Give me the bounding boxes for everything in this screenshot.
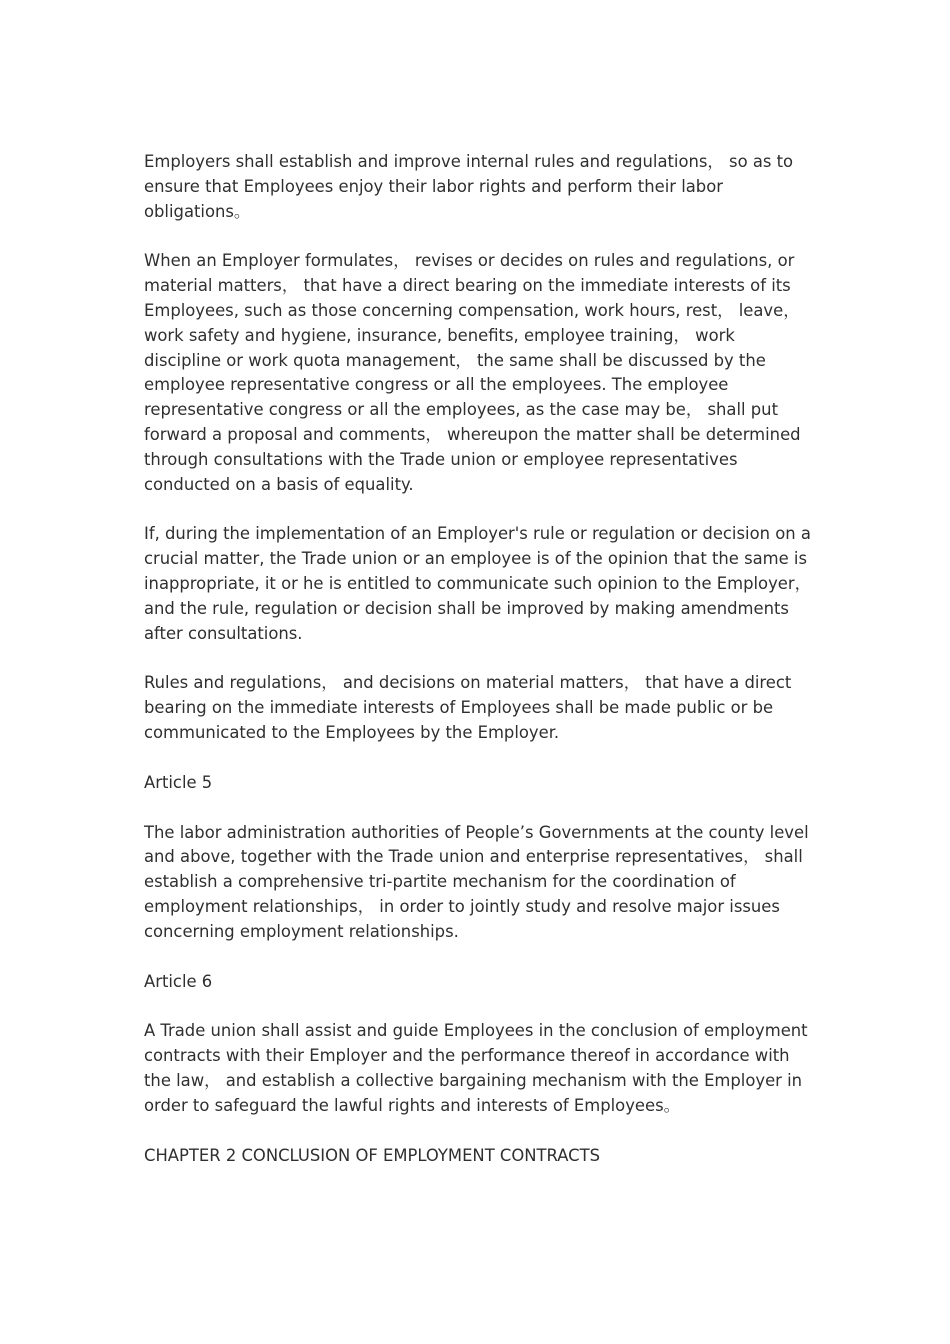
paragraph-rules-formulation: When an Employer formulates， revises or decides on rules and regulations, or material matters， that have a direct bearing on the immediate interests of its Employees, such as those concerning compensation, work hours, rest， leave， work safety and hygiene, insurance, benefits, employee training， work discipline or work quota management， the same shall be discussed by the employee representative congress or all the employees. The employee representative congress or all the employees, as the case may be， shall put forward a proposal and comments， whereupon the matter shall be determined through consultations with the Trade union or employee representatives conducted on a basis of equality. <box>144 251 801 494</box>
paragraph-tripartite-mechanism: The labor administration authorities of People’s Governments at the county level and above, together with the Trade union and enterprise representatives， shall establish a comprehensive tri-partite mechanism for the coordination of employment relationships， in order to jointly study and resolve major issues concerning employment relationships. <box>144 822 809 941</box>
paragraph-implementation-opinion: If, during the implementation of an Employer's rule or regulation or decision on a crucial matter, the Trade union or an employee is of the opinion that the same is inappropriate, it or he is entitled to communicate such opinion to the Employer， and the rule, regulation or decision shall be improved by making amendments after consultations. <box>144 524 811 643</box>
article-5-heading: Article 5 <box>144 772 213 792</box>
article-6-heading: Article 6 <box>144 971 213 991</box>
document-page <box>144 150 816 1193</box>
chapter-2-heading: CHAPTER 2 CONCLUSION OF EMPLOYMENT CONTRACTS <box>144 1145 601 1165</box>
paragraph-trade-union-assist: A Trade union shall assist and guide Employees in the conclusion of employment contracts with their Employer and the performance thereof in accordance with the law， and establish a collective bargaining mechanism with the Employer in order to safeguard the lawful rights and interests of Employees。 <box>144 1021 808 1115</box>
paragraph-internal-rules: Employers shall establish and improve internal rules and regulations， so as to ensure that Employees enjoy their labor rights and perform their labor obligations。 <box>144 152 794 221</box>
paragraph-made-public: Rules and regulations， and decisions on material matters， that have a direct bearing on the immediate interests of Employees shall be made public or be communicated to the Employees by the Employer. <box>144 673 792 742</box>
